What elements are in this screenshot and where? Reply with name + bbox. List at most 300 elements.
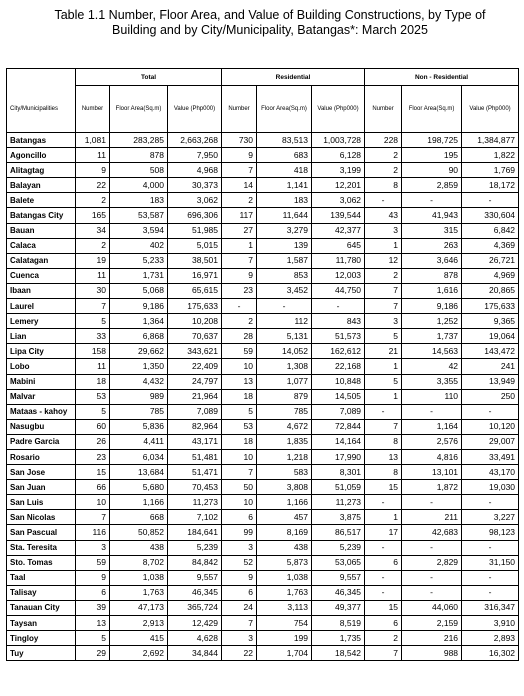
value-cell-r-num: 53	[222, 419, 257, 434]
value-cell-r-val: 8,519	[312, 616, 365, 631]
table-row	[7, 314, 519, 329]
value-cell-t-val: 10,208	[168, 314, 222, 329]
value-cell-n-val: 4,969	[462, 268, 519, 283]
value-cell-n-val: 13,949	[462, 374, 519, 389]
value-cell-t-val: 46,345	[168, 585, 222, 600]
value-cell-t-num: 11	[76, 148, 110, 163]
value-cell-n-num: 17	[365, 525, 402, 540]
value-cell-r-area: 1,077	[257, 374, 312, 389]
value-cell-t-val: 16,971	[168, 268, 222, 283]
value-cell-r-val: 7,089	[312, 404, 365, 419]
value-cell-r-area: 754	[257, 616, 312, 631]
value-cell-t-val: 696,306	[168, 208, 222, 223]
value-cell-n-val: 20,865	[462, 283, 519, 298]
header-total-value: Value (Php000)	[168, 86, 222, 133]
value-cell-t-num: 15	[76, 465, 110, 480]
value-cell-r-area: 14,052	[257, 344, 312, 359]
value-cell-n-area: 216	[402, 631, 462, 646]
value-cell-r-val: 139,544	[312, 208, 365, 223]
value-cell-t-val: 65,615	[168, 283, 222, 298]
value-cell-r-num: 6	[222, 585, 257, 600]
value-cell-t-val: 2,663,268	[168, 133, 222, 148]
table-row	[7, 646, 519, 661]
city-name-cell: Calaca	[7, 238, 76, 253]
value-cell-r-val: 51,573	[312, 329, 365, 344]
value-cell-t-val: 34,844	[168, 646, 222, 661]
value-cell-t-num: 3	[76, 540, 110, 555]
value-cell-r-val: 1,735	[312, 631, 365, 646]
value-cell-n-val: 175,633	[462, 299, 519, 314]
value-cell-n-area: 44,060	[402, 600, 462, 615]
city-name-cell: Lian	[7, 329, 76, 344]
value-cell-n-num: 2	[365, 163, 402, 178]
value-cell-n-area: 211	[402, 510, 462, 525]
value-cell-r-val: 10,848	[312, 374, 365, 389]
value-cell-n-num: 5	[365, 329, 402, 344]
value-cell-t-num: 10	[76, 495, 110, 510]
value-cell-n-num: 7	[365, 419, 402, 434]
value-cell-n-num: -	[365, 404, 402, 419]
value-cell-r-area: 83,513	[257, 133, 312, 148]
value-cell-n-area: 41,943	[402, 208, 462, 223]
city-name-cell: Agoncillo	[7, 148, 76, 163]
table-row	[7, 253, 519, 268]
value-cell-n-num: 1	[365, 359, 402, 374]
city-name-cell: San Pascual	[7, 525, 76, 540]
value-cell-n-area: 2,859	[402, 178, 462, 193]
value-cell-r-val: 53,065	[312, 555, 365, 570]
value-cell-n-num: 15	[365, 480, 402, 495]
value-cell-n-area: 263	[402, 238, 462, 253]
value-cell-t-val: 51,471	[168, 465, 222, 480]
value-cell-t-val: 4,628	[168, 631, 222, 646]
value-cell-n-num: 6	[365, 555, 402, 570]
value-cell-n-area: 198,725	[402, 133, 462, 148]
value-cell-r-val: 49,377	[312, 600, 365, 615]
title-line-1: Table 1.1 Number, Floor Area, and Value of Building Constructions, by Type of	[54, 8, 486, 22]
value-cell-n-val: 250	[462, 389, 519, 404]
header-total-floor-area: Floor Area(Sq.m)	[110, 86, 168, 133]
value-cell-r-area: 1,763	[257, 585, 312, 600]
value-cell-r-area: 139	[257, 238, 312, 253]
value-cell-n-val: 241	[462, 359, 519, 374]
value-cell-t-area: 5,233	[110, 253, 168, 268]
value-cell-t-num: 5	[76, 631, 110, 646]
value-cell-n-area: 1,872	[402, 480, 462, 495]
value-cell-n-num: 5	[365, 374, 402, 389]
city-name-cell: Tuy	[7, 646, 76, 661]
value-cell-r-area: 1,587	[257, 253, 312, 268]
city-name-cell: Laurel	[7, 299, 76, 314]
value-cell-n-area: -	[402, 495, 462, 510]
value-cell-r-area: 1,038	[257, 570, 312, 585]
city-name-cell: Lemery	[7, 314, 76, 329]
value-cell-r-area: 3,452	[257, 283, 312, 298]
value-cell-r-area: 3,279	[257, 223, 312, 238]
value-cell-r-num: 18	[222, 434, 257, 449]
value-cell-r-area: 5,131	[257, 329, 312, 344]
value-cell-t-val: 4,968	[168, 163, 222, 178]
value-cell-r-area: 199	[257, 631, 312, 646]
value-cell-t-num: 33	[76, 329, 110, 344]
value-cell-r-num: 52	[222, 555, 257, 570]
value-cell-t-num: 116	[76, 525, 110, 540]
table-row	[7, 299, 519, 314]
value-cell-n-num: 15	[365, 600, 402, 615]
value-cell-r-val: 14,505	[312, 389, 365, 404]
value-cell-n-val: 1,769	[462, 163, 519, 178]
value-cell-n-area: 42,683	[402, 525, 462, 540]
value-cell-t-val: 3,062	[168, 193, 222, 208]
value-cell-t-num: 9	[76, 163, 110, 178]
value-cell-n-area: 195	[402, 148, 462, 163]
value-cell-r-num: 9	[222, 148, 257, 163]
value-cell-r-area: 853	[257, 268, 312, 283]
value-cell-t-area: 878	[110, 148, 168, 163]
value-cell-t-area: 6,868	[110, 329, 168, 344]
value-cell-t-num: 9	[76, 570, 110, 585]
city-name-cell: Lipa City	[7, 344, 76, 359]
value-cell-n-num: 2	[365, 148, 402, 163]
value-cell-n-area: -	[402, 570, 462, 585]
value-cell-r-area: 3,808	[257, 480, 312, 495]
value-cell-n-area: 9,186	[402, 299, 462, 314]
value-cell-r-val: 22,168	[312, 359, 365, 374]
value-cell-r-num: 3	[222, 631, 257, 646]
value-cell-n-area: 2,576	[402, 434, 462, 449]
value-cell-t-num: 18	[76, 374, 110, 389]
value-cell-n-area: 988	[402, 646, 462, 661]
value-cell-t-num: 59	[76, 555, 110, 570]
header-nonres-value: Value (Php000)	[462, 86, 519, 133]
value-cell-t-area: 1,350	[110, 359, 168, 374]
value-cell-n-area: 110	[402, 389, 462, 404]
value-cell-n-val: 33,491	[462, 449, 519, 464]
table-container	[6, 68, 518, 661]
value-cell-r-val: 51,059	[312, 480, 365, 495]
value-cell-r-area: 785	[257, 404, 312, 419]
value-cell-r-num: 2	[222, 314, 257, 329]
value-cell-n-area: -	[402, 540, 462, 555]
city-name-cell: Malvar	[7, 389, 76, 404]
city-name-cell: San Jose	[7, 465, 76, 480]
city-name-cell: Sto. Tomas	[7, 555, 76, 570]
value-cell-t-area: 4,411	[110, 434, 168, 449]
value-cell-n-num: 3	[365, 223, 402, 238]
value-cell-r-num: 7	[222, 465, 257, 480]
value-cell-t-val: 11,273	[168, 495, 222, 510]
value-cell-t-area: 402	[110, 238, 168, 253]
value-cell-t-area: 415	[110, 631, 168, 646]
value-cell-t-area: 1,763	[110, 585, 168, 600]
value-cell-n-val: 316,347	[462, 600, 519, 615]
value-cell-r-val: 8,301	[312, 465, 365, 480]
value-cell-r-num: 59	[222, 344, 257, 359]
table-row	[7, 178, 519, 193]
value-cell-r-area: 1,166	[257, 495, 312, 510]
value-cell-t-val: 38,501	[168, 253, 222, 268]
header-city: City/Municipalities	[7, 86, 76, 133]
value-cell-r-area: 438	[257, 540, 312, 555]
value-cell-t-val: 365,724	[168, 600, 222, 615]
value-cell-r-val: 5,239	[312, 540, 365, 555]
value-cell-t-area: 8,702	[110, 555, 168, 570]
value-cell-n-num: -	[365, 585, 402, 600]
table-row	[7, 283, 519, 298]
value-cell-r-val: -	[312, 299, 365, 314]
construction-table	[6, 68, 519, 661]
value-cell-n-area: -	[402, 404, 462, 419]
value-cell-n-val: 2,893	[462, 631, 519, 646]
value-cell-n-area: 3,646	[402, 253, 462, 268]
value-cell-n-val: 143,472	[462, 344, 519, 359]
city-name-cell: Ibaan	[7, 283, 76, 298]
value-cell-n-num: 7	[365, 299, 402, 314]
value-cell-n-val: 29,007	[462, 434, 519, 449]
table-row	[7, 193, 519, 208]
value-cell-t-area: 1,038	[110, 570, 168, 585]
value-cell-t-num: 53	[76, 389, 110, 404]
city-name-cell: San Nicolas	[7, 510, 76, 525]
table-row	[7, 434, 519, 449]
value-cell-r-val: 42,377	[312, 223, 365, 238]
value-cell-t-val: 12,429	[168, 616, 222, 631]
value-cell-r-area: 3,113	[257, 600, 312, 615]
value-cell-r-num: 99	[222, 525, 257, 540]
value-cell-t-val: 184,641	[168, 525, 222, 540]
value-cell-t-val: 7,102	[168, 510, 222, 525]
value-cell-n-num: 2	[365, 268, 402, 283]
value-cell-t-area: 50,852	[110, 525, 168, 540]
value-cell-n-val: 6,842	[462, 223, 519, 238]
value-cell-n-area: 13,101	[402, 465, 462, 480]
value-cell-n-num: -	[365, 193, 402, 208]
value-cell-t-num: 19	[76, 253, 110, 268]
value-cell-r-val: 17,990	[312, 449, 365, 464]
value-cell-n-val: 3,910	[462, 616, 519, 631]
value-cell-n-val: -	[462, 570, 519, 585]
table-row	[7, 631, 519, 646]
value-cell-t-area: 5,680	[110, 480, 168, 495]
value-cell-n-val: 26,721	[462, 253, 519, 268]
table-row	[7, 133, 519, 148]
value-cell-n-num: 7	[365, 283, 402, 298]
value-cell-t-val: 9,557	[168, 570, 222, 585]
value-cell-n-num: 228	[365, 133, 402, 148]
value-cell-n-val: 9,365	[462, 314, 519, 329]
value-cell-t-val: 22,409	[168, 359, 222, 374]
value-cell-r-val: 3,062	[312, 193, 365, 208]
value-cell-t-num: 39	[76, 600, 110, 615]
value-cell-n-area: 2,159	[402, 616, 462, 631]
value-cell-r-val: 12,003	[312, 268, 365, 283]
value-cell-t-val: 30,373	[168, 178, 222, 193]
value-cell-t-val: 7,089	[168, 404, 222, 419]
value-cell-n-val: 1,822	[462, 148, 519, 163]
value-cell-r-area: 1,308	[257, 359, 312, 374]
group-header-total: Total	[76, 69, 222, 86]
table-row	[7, 359, 519, 374]
value-cell-n-val: 16,302	[462, 646, 519, 661]
value-cell-t-num: 22	[76, 178, 110, 193]
value-cell-t-area: 1,166	[110, 495, 168, 510]
value-cell-t-num: 60	[76, 419, 110, 434]
table-row	[7, 449, 519, 464]
city-name-cell: Sta. Teresita	[7, 540, 76, 555]
value-cell-r-area: 583	[257, 465, 312, 480]
value-cell-t-area: 29,662	[110, 344, 168, 359]
value-cell-t-area: 4,000	[110, 178, 168, 193]
value-cell-t-num: 2	[76, 193, 110, 208]
value-cell-t-area: 785	[110, 404, 168, 419]
group-header-non-residential: Non - Residential	[365, 69, 519, 86]
value-cell-t-num: 34	[76, 223, 110, 238]
value-cell-n-area: 1,252	[402, 314, 462, 329]
table-row	[7, 540, 519, 555]
value-cell-r-area: 457	[257, 510, 312, 525]
value-cell-n-val: 10,120	[462, 419, 519, 434]
value-cell-r-num: 9	[222, 268, 257, 283]
value-cell-r-val: 843	[312, 314, 365, 329]
value-cell-r-area: 5,873	[257, 555, 312, 570]
value-cell-r-num: -	[222, 299, 257, 314]
value-cell-r-num: 3	[222, 540, 257, 555]
value-cell-r-num: 28	[222, 329, 257, 344]
city-name-cell: Talisay	[7, 585, 76, 600]
table-row	[7, 344, 519, 359]
value-cell-t-area: 13,684	[110, 465, 168, 480]
value-cell-t-num: 1,081	[76, 133, 110, 148]
table-row	[7, 555, 519, 570]
city-name-cell: Mabini	[7, 374, 76, 389]
table-row	[7, 374, 519, 389]
table-row	[7, 570, 519, 585]
value-cell-r-val: 44,750	[312, 283, 365, 298]
value-cell-t-num: 2	[76, 238, 110, 253]
value-cell-n-num: 21	[365, 344, 402, 359]
table-row	[7, 208, 519, 223]
value-cell-t-area: 438	[110, 540, 168, 555]
value-cell-r-val: 12,201	[312, 178, 365, 193]
value-cell-r-val: 162,612	[312, 344, 365, 359]
value-cell-r-area: 112	[257, 314, 312, 329]
value-cell-t-area: 989	[110, 389, 168, 404]
value-cell-t-area: 53,587	[110, 208, 168, 223]
value-cell-t-num: 26	[76, 434, 110, 449]
value-cell-n-num: 13	[365, 449, 402, 464]
value-cell-t-num: 5	[76, 314, 110, 329]
value-cell-t-area: 2,692	[110, 646, 168, 661]
value-cell-n-val: 3,227	[462, 510, 519, 525]
value-cell-r-area: 683	[257, 148, 312, 163]
value-cell-n-area: 1,164	[402, 419, 462, 434]
value-cell-r-area: -	[257, 299, 312, 314]
value-cell-r-val: 72,844	[312, 419, 365, 434]
table-row	[7, 510, 519, 525]
value-cell-r-val: 11,780	[312, 253, 365, 268]
value-cell-n-num: 8	[365, 434, 402, 449]
value-cell-r-val: 1,003,728	[312, 133, 365, 148]
value-cell-r-num: 117	[222, 208, 257, 223]
value-cell-r-area: 1,141	[257, 178, 312, 193]
header-corner	[7, 69, 76, 86]
table-row	[7, 495, 519, 510]
value-cell-t-val: 5,239	[168, 540, 222, 555]
title-line-2: Building and by City/Municipality, Batangas*: March 2025	[112, 23, 428, 37]
value-cell-t-val: 343,621	[168, 344, 222, 359]
group-header-residential: Residential	[222, 69, 365, 86]
value-cell-n-val: 43,170	[462, 465, 519, 480]
value-cell-n-val: -	[462, 404, 519, 419]
value-cell-n-area: -	[402, 585, 462, 600]
value-cell-r-num: 7	[222, 616, 257, 631]
value-cell-t-val: 7,950	[168, 148, 222, 163]
value-cell-r-num: 10	[222, 449, 257, 464]
table-row	[7, 163, 519, 178]
value-cell-t-val: 175,633	[168, 299, 222, 314]
value-cell-t-num: 11	[76, 359, 110, 374]
value-cell-n-num: 43	[365, 208, 402, 223]
value-cell-r-area: 11,644	[257, 208, 312, 223]
value-cell-t-num: 13	[76, 616, 110, 631]
value-cell-t-num: 6	[76, 585, 110, 600]
value-cell-n-val: -	[462, 495, 519, 510]
value-cell-t-area: 668	[110, 510, 168, 525]
value-cell-r-val: 11,273	[312, 495, 365, 510]
city-name-cell: Tingloy	[7, 631, 76, 646]
value-cell-n-num: 8	[365, 178, 402, 193]
value-cell-t-val: 51,481	[168, 449, 222, 464]
value-cell-n-val: 31,150	[462, 555, 519, 570]
header-nonres-number: Number	[365, 86, 402, 133]
value-cell-n-val: 330,604	[462, 208, 519, 223]
table-row	[7, 148, 519, 163]
value-cell-n-val: 18,172	[462, 178, 519, 193]
value-cell-n-num: -	[365, 540, 402, 555]
city-name-cell: Lobo	[7, 359, 76, 374]
header-res-value: Value (Php000)	[312, 86, 365, 133]
value-cell-n-val: 19,064	[462, 329, 519, 344]
city-name-cell: Balete	[7, 193, 76, 208]
value-cell-t-area: 1,364	[110, 314, 168, 329]
value-cell-t-val: 70,637	[168, 329, 222, 344]
value-cell-r-num: 7	[222, 253, 257, 268]
value-cell-n-val: 4,369	[462, 238, 519, 253]
city-name-cell: Mataas - kahoy	[7, 404, 76, 419]
value-cell-r-area: 4,672	[257, 419, 312, 434]
value-cell-r-val: 3,875	[312, 510, 365, 525]
value-cell-t-num: 11	[76, 268, 110, 283]
value-cell-r-val: 86,517	[312, 525, 365, 540]
value-cell-r-area: 8,169	[257, 525, 312, 540]
value-cell-r-num: 14	[222, 178, 257, 193]
value-cell-t-area: 508	[110, 163, 168, 178]
value-cell-r-num: 18	[222, 389, 257, 404]
value-cell-t-num: 165	[76, 208, 110, 223]
value-cell-t-num: 66	[76, 480, 110, 495]
table-row	[7, 600, 519, 615]
value-cell-t-val: 43,171	[168, 434, 222, 449]
value-cell-r-num: 22	[222, 646, 257, 661]
value-cell-r-num: 10	[222, 495, 257, 510]
value-cell-t-area: 9,186	[110, 299, 168, 314]
value-cell-r-num: 5	[222, 404, 257, 419]
value-cell-n-val: 98,123	[462, 525, 519, 540]
value-cell-n-area: 90	[402, 163, 462, 178]
table-row	[7, 616, 519, 631]
value-cell-n-val: -	[462, 585, 519, 600]
value-cell-t-val: 51,985	[168, 223, 222, 238]
